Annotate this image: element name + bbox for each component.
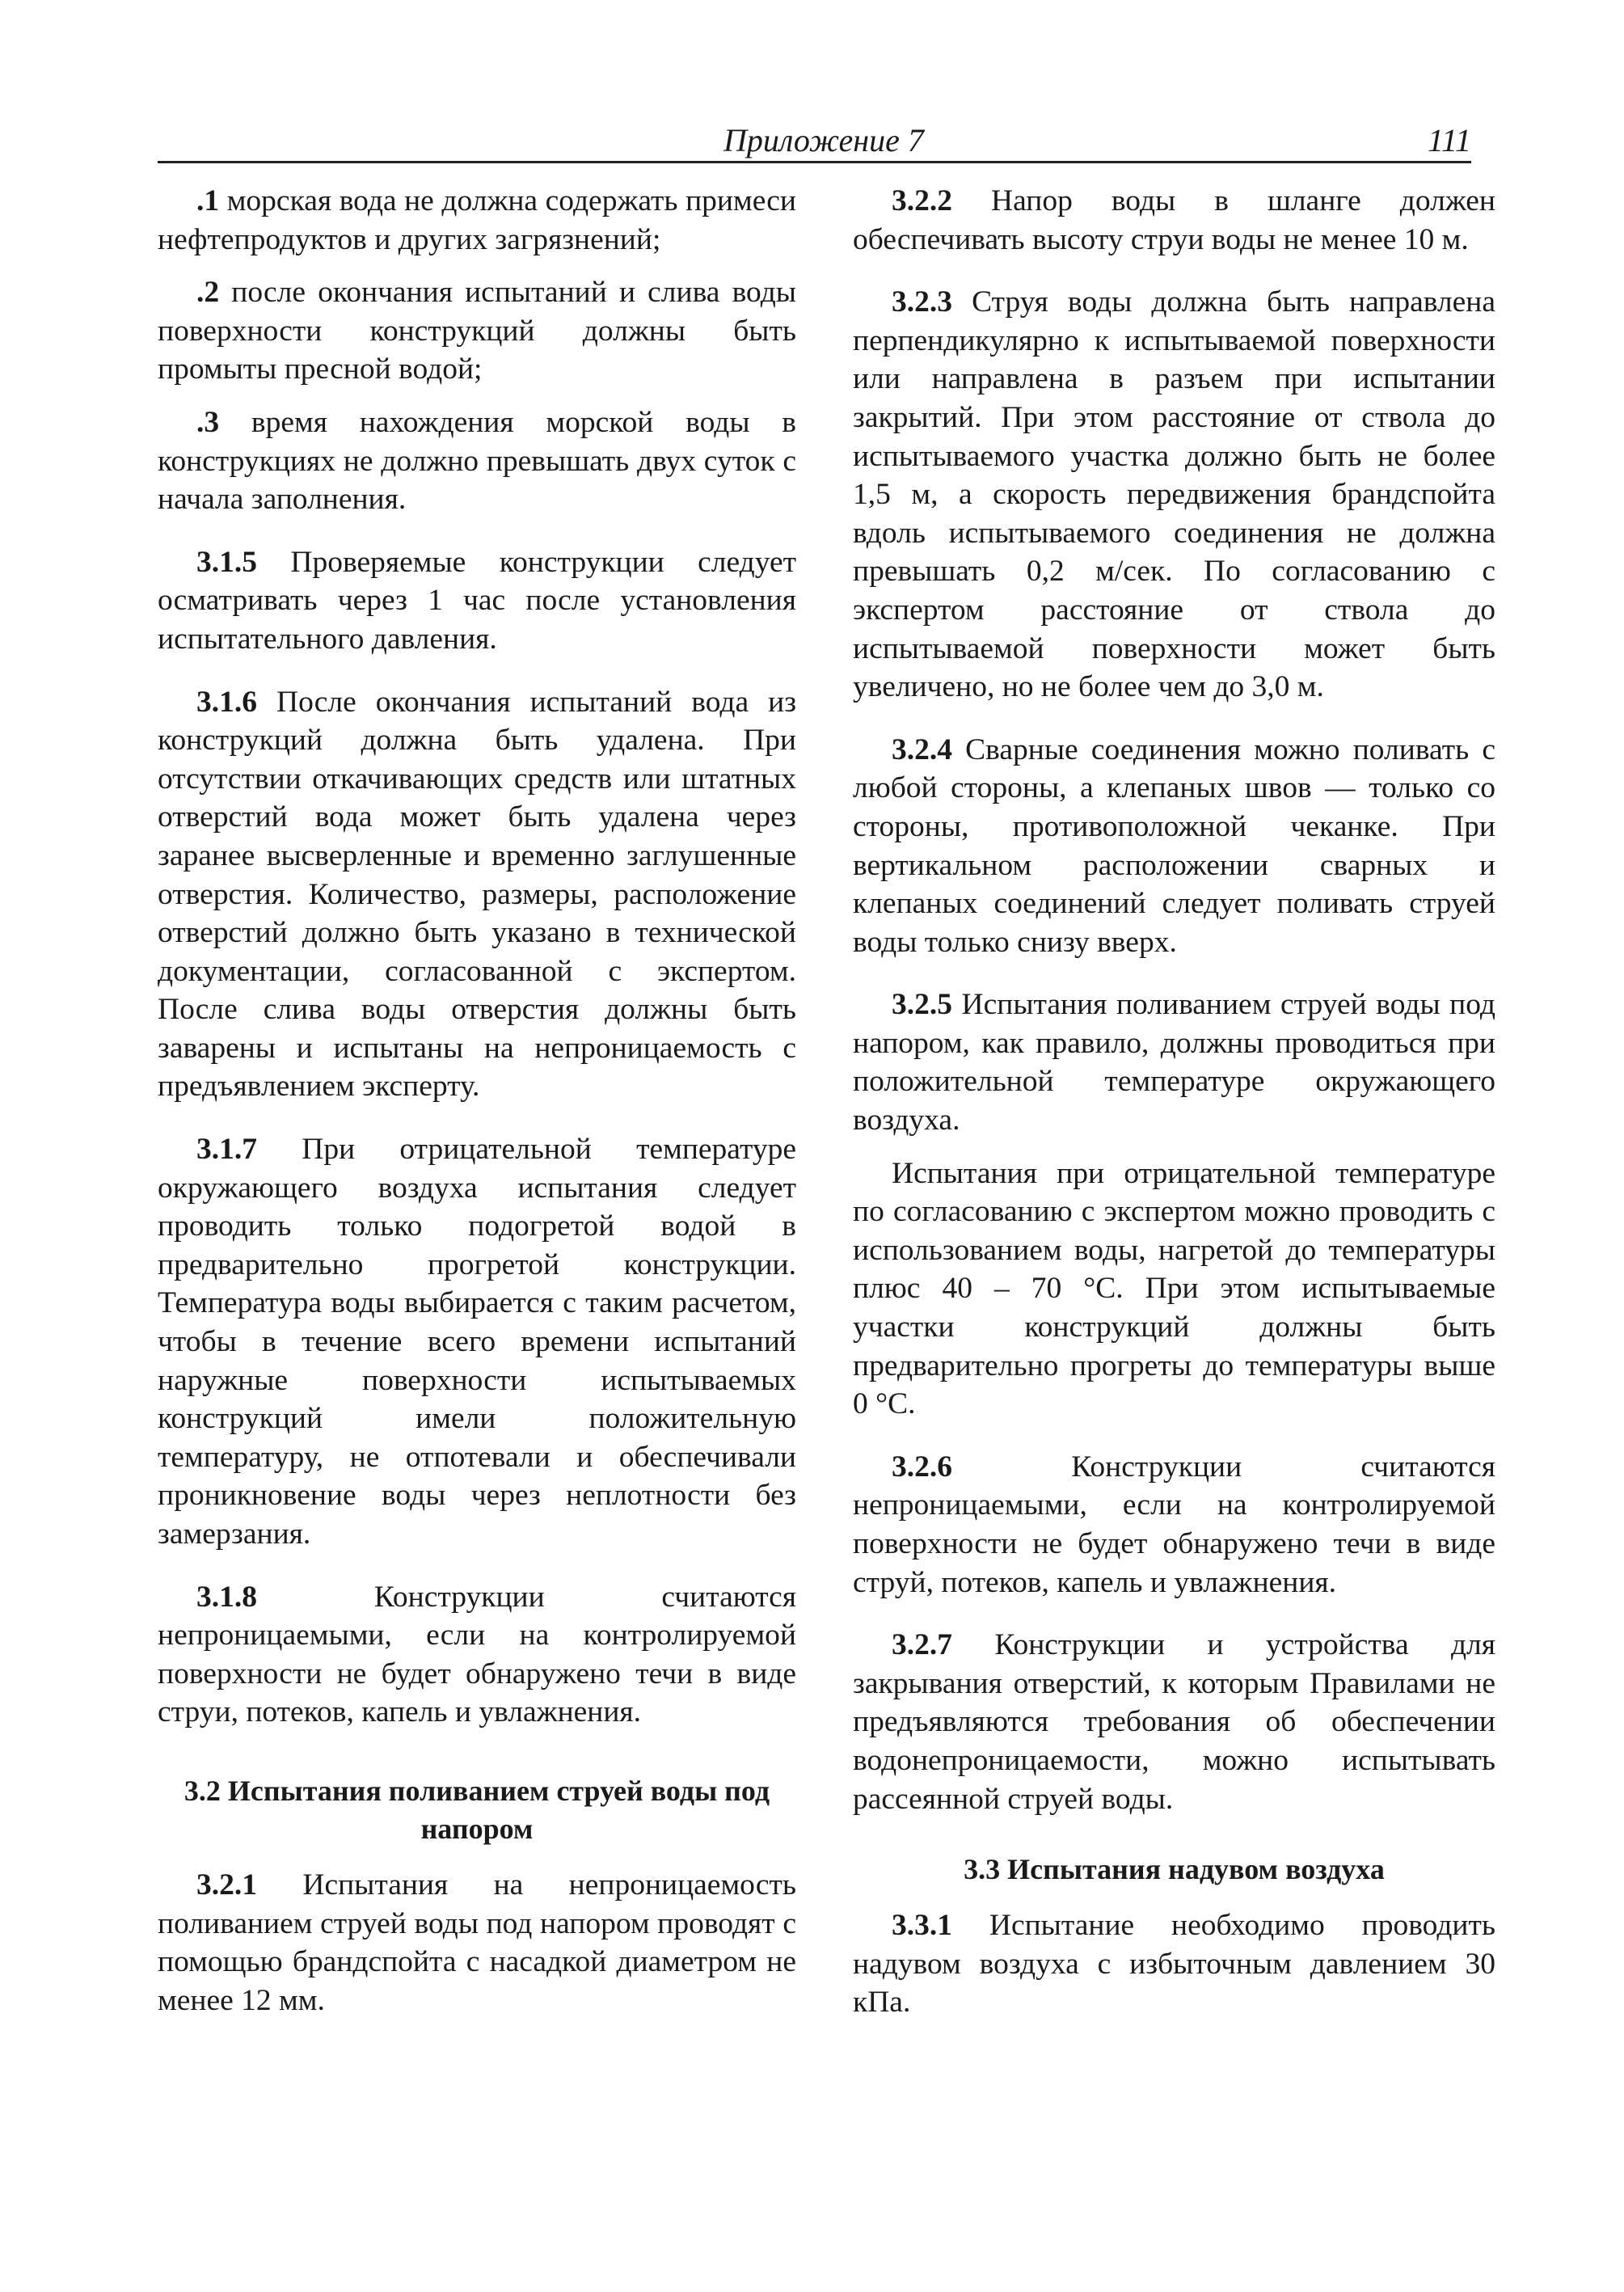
- clause-text: Конструкции считаются непроницаемыми, если на контролируемой поверхности не будет обнаружено течи в виде струи, потеков, капель и увлажнения.: [158, 1580, 796, 1729]
- clause-number: 3.2.3: [892, 285, 952, 319]
- item-text: время нахождения морской воды в конструкциях не должно превышать двух суток с начала заполнения.: [158, 405, 796, 517]
- left-column: [158, 182, 796, 2034]
- clause-number: 3.2.5: [892, 988, 952, 1022]
- item-text: морская вода не должна содержать примеси нефтепродуктов и других загрязнений;: [158, 184, 796, 256]
- paragraph-3-1-6: [158, 683, 796, 1107]
- paragraph-3-3-1: [853, 1906, 1495, 2022]
- section-heading-3-3: 3.3 Испытания надувом воздуха: [964, 1853, 1385, 1886]
- right-column: [853, 182, 1495, 2037]
- paragraph-3-1-8: [158, 1578, 796, 1732]
- clause-text: Струя воды должна быть направлена перпендикулярно к испытываемой поверхности или направлена в разъем при испытании закрытий. При этом расстояние от ствола до испытываемого участка должно быть не более 1,5 м, а скорость передвижения брандспойта вдоль испытываемого соединения не должна превышать 0,2 м/сек. По согласованию с экспертом расстояние от ствола до испытываемой поверхности может быть увеличено, но не более чем до 3,0 м.: [853, 285, 1495, 704]
- clause-number: 3.2.6: [892, 1450, 952, 1484]
- paragraph-3-1-5: [158, 543, 796, 659]
- clause-text: После окончания испытаний вода из конструкций должна быть удалена. При отсутствии откачивающих средств или штатных отверстий вода может быть удалена через заранее высверленные и временно заглушенные отверстия. Количество, размеры, расположение отверстий должно быть указано в технической документации, согласованной с экспертом. После слива воды отверстия должны быть заварены и испытаны на непроницаемость с предъявлением эксперту.: [158, 685, 797, 1104]
- paragraph-3-2-5-continued: Испытания при отрицательной температуре по согласованию с экспертом можно проводить с использованием воды, нагретой до температуры плюс 40 – 70 °С. При этом испытываемые участки конструкций должны быть предварительно прогреты до температуры выше 0 °С.: [853, 1156, 1495, 1421]
- paragraph-3-2-4: [853, 731, 1495, 962]
- clause-number: 3.3.1: [892, 1909, 952, 1943]
- item-number: .3: [196, 405, 220, 439]
- clause-text: Испытания на непроницаемость поливанием струей воды под напором проводят с помощью брандспойта с насадкой диаметром не менее 12 мм.: [158, 1868, 797, 2017]
- clause-text: При отрицательной температуре окружающего воздуха испытания следует проводить только подогретой водой в предварительно прогретой конструкции. Температура воды выбирается с таким расчетом, чтобы в течение всего времени испытаний наружные поверхности испытываемых конструкций имели положительную температуру, не отпотевали и обеспечивали проникновение воды через неплотности без замерзания.: [158, 1133, 797, 1551]
- clause-number: 3.2.7: [892, 1628, 952, 1662]
- list-item: [158, 403, 796, 519]
- item-number: .1: [196, 184, 220, 217]
- clause-number: 3.1.5: [196, 545, 257, 579]
- paragraph-3-1-7: [158, 1130, 796, 1554]
- section-heading-3-2: 3.2 Испытания поливанием струей воды под напором: [183, 1774, 770, 1845]
- clause-number: 3.2.2: [892, 184, 952, 217]
- paragraph-3-2-6: [853, 1448, 1495, 1602]
- clause-number: 3.1.6: [196, 685, 257, 719]
- list-item: [158, 273, 796, 389]
- clause-number: 3.1.7: [196, 1133, 257, 1167]
- item-number: .2: [196, 276, 220, 310]
- list-item: [158, 182, 796, 259]
- paragraph-3-2-7: [853, 1626, 1495, 1818]
- clause-number: 3.1.8: [196, 1580, 257, 1614]
- clause-text: Сварные соединения можно поливать с любой стороны, а клепаных швов — только со стороны, противоположной чеканке. При вертикальном расположении сварных и клепаных соединений следует поливать струей воды только снизу вверх.: [853, 732, 1495, 959]
- paragraph-3-2-2: [853, 182, 1495, 259]
- clause-text: Конструкции и устройства для закрывания отверстий, к которым Правилами не предъявляются требования об обеспечении водонепроницаемости, можно испытывать рассеянной струей воды.: [853, 1628, 1495, 1816]
- paragraph-3-2-3: [853, 283, 1495, 707]
- clause-number: 3.2.4: [892, 732, 952, 766]
- item-text: после окончания испытаний и слива воды поверхности конструкций должны быть промыты пресной водой;: [158, 276, 796, 386]
- running-header: [158, 120, 1471, 162]
- header-rule: [158, 161, 1471, 163]
- clause-text: Напор воды в шланге должен обеспечивать высоту струи воды не менее 10 м.: [853, 184, 1495, 256]
- paragraph-3-2-5: [853, 986, 1495, 1139]
- clause-text: Испытание необходимо проводить надувом воздуха с избыточным давлением 30 кПа.: [853, 1909, 1495, 2020]
- header-title: Приложение 7: [723, 122, 924, 158]
- clause-text: Испытания поливанием струей воды под напором, как правило, должны проводиться при положительной температуре окружающего воздуха.: [853, 988, 1495, 1138]
- clause-text: Проверяемые конструкции следует осматривать через 1 час после установления испытательного давления.: [158, 545, 797, 656]
- clause-text: Конструкции считаются непроницаемыми, если на контролируемой поверхности не будет обнаружено течи в виде струй, потеков, капель и увлажнения.: [853, 1450, 1495, 1599]
- paragraph-3-2-1: [158, 1866, 796, 2020]
- clause-number: 3.2.1: [196, 1868, 257, 1902]
- page-number: 111: [1427, 122, 1471, 158]
